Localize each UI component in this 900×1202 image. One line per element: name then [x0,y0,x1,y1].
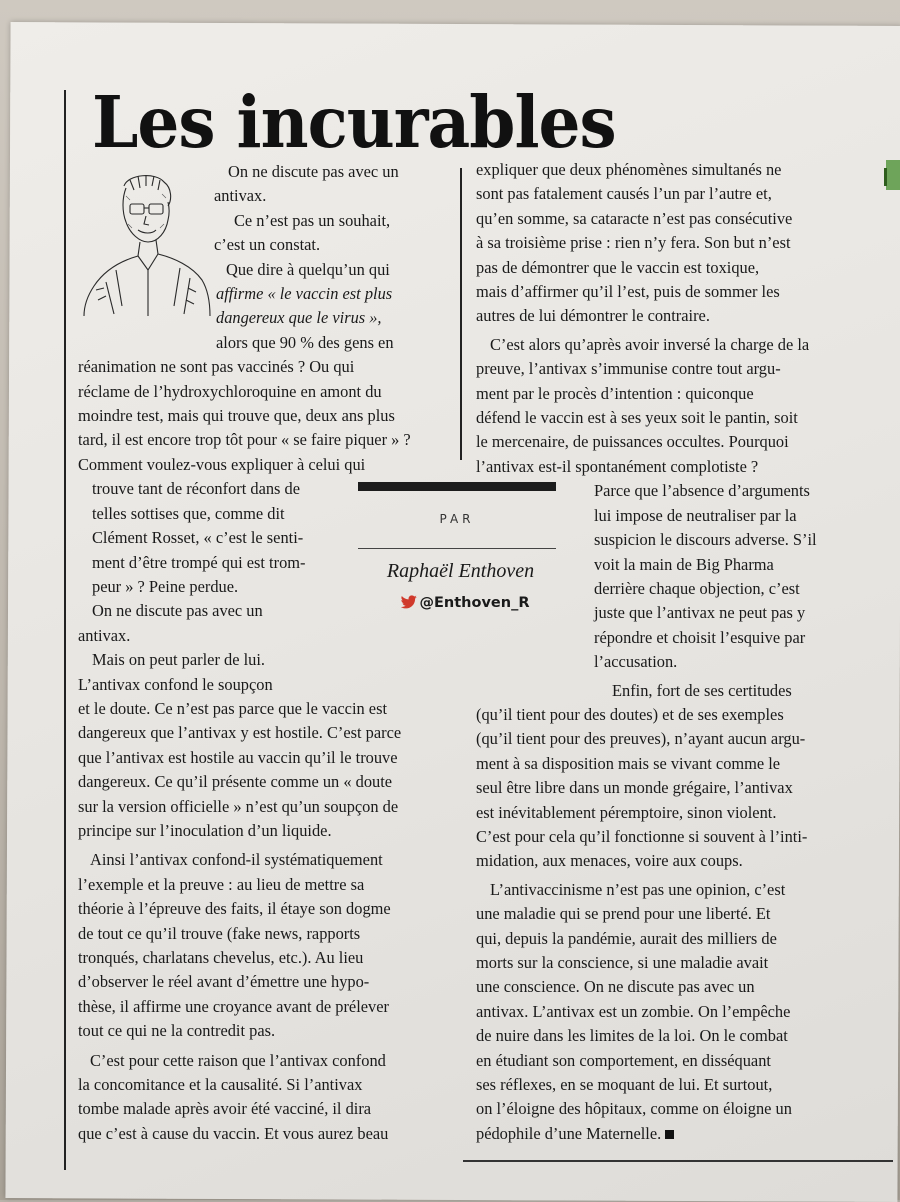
text-line: peur » ? Peine perdue. [92,576,239,596]
byline-par-label: PAR [439,512,475,526]
text-line: antivax. [78,625,131,645]
text-line: L’antivaccinisme n’est pas une opinion, c’est [490,879,786,899]
article-title: Les incurables [92,80,616,165]
text-line: voit la main de Big Pharma [594,554,774,574]
text-line: répondre et choisit l’esquive par [594,627,806,647]
text-line: Ce n’est pas un souhait, [234,210,391,230]
text-line: pas de démontrer que le vaccin est toxique, [476,257,760,277]
text-line: Mais on peut parler de lui. [92,650,265,670]
text-line: de tout ce qu’il trouve (fake news, rapports [78,923,361,943]
text-line: principe sur l’inoculation d’un liquide. [78,820,332,840]
text-line: tronqués, charlatans chevelus, etc.). Au lieu [78,948,364,967]
end-of-article-mark [665,1130,674,1139]
column-rule-middle [460,168,462,460]
text-line: ment à sa disposition mais se vivant comme le [476,753,781,773]
text-line: ment d’être trompé qui est trom- [92,552,306,572]
text-line: dangereux. Ce qu’il présente comme un « doute [78,772,393,792]
final-sentence: pédophile d’une Maternelle. [476,1123,662,1143]
text-line: Parce que l’absence d’arguments [594,481,810,501]
text-line: expliquer que deux phénomènes simultanés ne [476,160,782,179]
text-line: tard, il est encore trop tôt pour « se faire piquer » ? [78,430,411,450]
text-line: l’antivax est-il spontanément complotiste ? [476,456,759,476]
text-line: antivax. L’antivax est un zombie. On l’empêche [476,1001,791,1021]
text-line: tombe malade après avoir été vacciné, il dira [78,1099,372,1119]
text-line: preuve, l’antivax s’immunise contre tout argu- [476,359,781,379]
text-line-final [472,1122,882,1146]
text-line: C’est pour cela qu’il fonctionne si souvent à l’inti- [476,826,808,846]
text-line: telles sottises que, comme dit [92,503,285,523]
text-line: et le doute. Ce n’est pas parce que le vaccin est [78,698,388,718]
text-line: juste que l’antivax ne peut pas y [594,603,806,623]
text-line: derrière chaque objection, c’est [594,578,800,598]
text-line: (qu’il tient pour des preuves), n’ayant aucun argu- [476,729,806,749]
text-line: Clément Rosset, « c’est le senti- [92,528,304,548]
text-line: l’accusation. [594,652,678,672]
text-line: défend le vaccin est à ses yeux soit le pantin, soit [476,408,798,428]
column-rule-left [64,90,66,1170]
text-line: seul être libre dans un monde grégaire, l’antivax [476,778,793,798]
bottom-rule [463,1160,893,1162]
text-line: midation, aux menaces, voire aux coups. [476,851,743,871]
author-name: Raphaël Enthoven [386,560,535,582]
article-column-left [76,160,446,1146]
text-line: On ne discute pas avec un [92,601,263,621]
text-line: lui impose de neutraliser par la [594,505,797,525]
handle-text: @Enthoven_R [419,595,530,611]
text-line: alors que 90 % des gens en [216,332,394,352]
text-line: Comment voulez-vous expliquer à celui qui [78,454,366,474]
text-line: tout ce qui ne la contredit pas. [78,1021,276,1041]
twitter-bird-icon [401,595,417,609]
text-line: On ne discute pas avec un [228,162,399,181]
text-line: est inévitablement péremptoire, sinon violent. [476,802,777,822]
text-line: on l’éloigne des hôpitaux, comme on éloigne un [476,1099,792,1119]
text-line: ment par le procès d’intention : quiconque [476,383,754,403]
text-line: suspicion le discours adverse. S’il [594,530,817,550]
article-column-right [472,158,882,1146]
text-line: thèse, il affirme une croyance avant de prélever [78,996,389,1016]
text-line: une conscience. On ne discute pas avec un [476,977,755,997]
text-line: dangereux que le virus », [216,308,382,328]
text-line: réclame de l’hydroxychloroquine en amont du [78,381,382,401]
text-line: C’est pour cette raison que l’antivax confond [90,1050,386,1070]
text-line: l’exemple et la preuve : au lieu de mettre sa [78,874,365,894]
adjacent-page-mark [884,168,887,186]
text-line: Ainsi l’antivax confond-il systématiquement [90,850,383,870]
text-line: L’antivax confond le soupçon [78,674,273,694]
text-line: trouve tant de réconfort dans de [92,479,300,499]
text-line: sur la version officielle » n’est qu’un soupçon de [78,796,399,816]
text-line: C’est alors qu’après avoir inversé la charge de la [490,334,810,354]
text-line: autres de lui démontrer le contraire. [476,306,710,326]
text-line: mais d’affirmer qu’il l’est, puis de sommer les [476,282,780,302]
text-line: Enfin, fort de ses certitudes [612,680,792,700]
text-line: ses réflexes, en se moquant de lui. Et surtout, [476,1075,773,1095]
text-line: réanimation ne sont pas vaccinés ? Ou qui [78,357,355,377]
text-line: que c’est à cause du vaccin. Et vous aurez beau [78,1123,389,1143]
text-line: le mercenaire, de puissances occultes. Pourquoi [476,432,789,452]
text-line: dangereux que l’antivax y est hostile. C’est parce [78,723,402,743]
text-line: une maladie qui se prend pour une liberté. Et [476,904,771,924]
adjacent-page-edge [886,160,900,190]
text-line: théorie à l’épreuve des faits, il étaye son dogme [78,899,391,919]
text-line: Que dire à quelqu’un qui [226,259,390,279]
text-line: affirme « le vaccin est plus [216,284,393,304]
text-line: qu’en somme, sa cataracte n’est pas consécutive [476,208,793,228]
text-line: moindre test, mais qui trouve que, deux ans plus [78,406,395,426]
text-line: la concomitance et la causalité. Si l’antivax [78,1075,363,1095]
text-line: sont pas fatalement causés l’un par l’autre et, [476,184,772,204]
text-line: à sa troisième prise : rien n’y fera. Son but n’est [476,233,791,253]
text-line: (qu’il tient pour des doutes) et de ses exemples [476,704,784,724]
text-line: c’est un constat. [214,235,321,255]
text-line: en étudiant son comportement, en disséquant [476,1050,771,1070]
text-line: morts sur la conscience, si une maladie avait [476,953,769,972]
text-line: d’observer le réel avant d’émettre une hypo- [78,972,370,992]
text-line: que l’antivax est hostile au vaccin qu’il le trouve [78,747,398,767]
text-line: qui, depuis la pandémie, aurait des milliers de [476,928,777,948]
text-line: de nuire dans les limites de la loi. On le combat [476,1026,788,1046]
text-line: antivax. [214,186,267,206]
